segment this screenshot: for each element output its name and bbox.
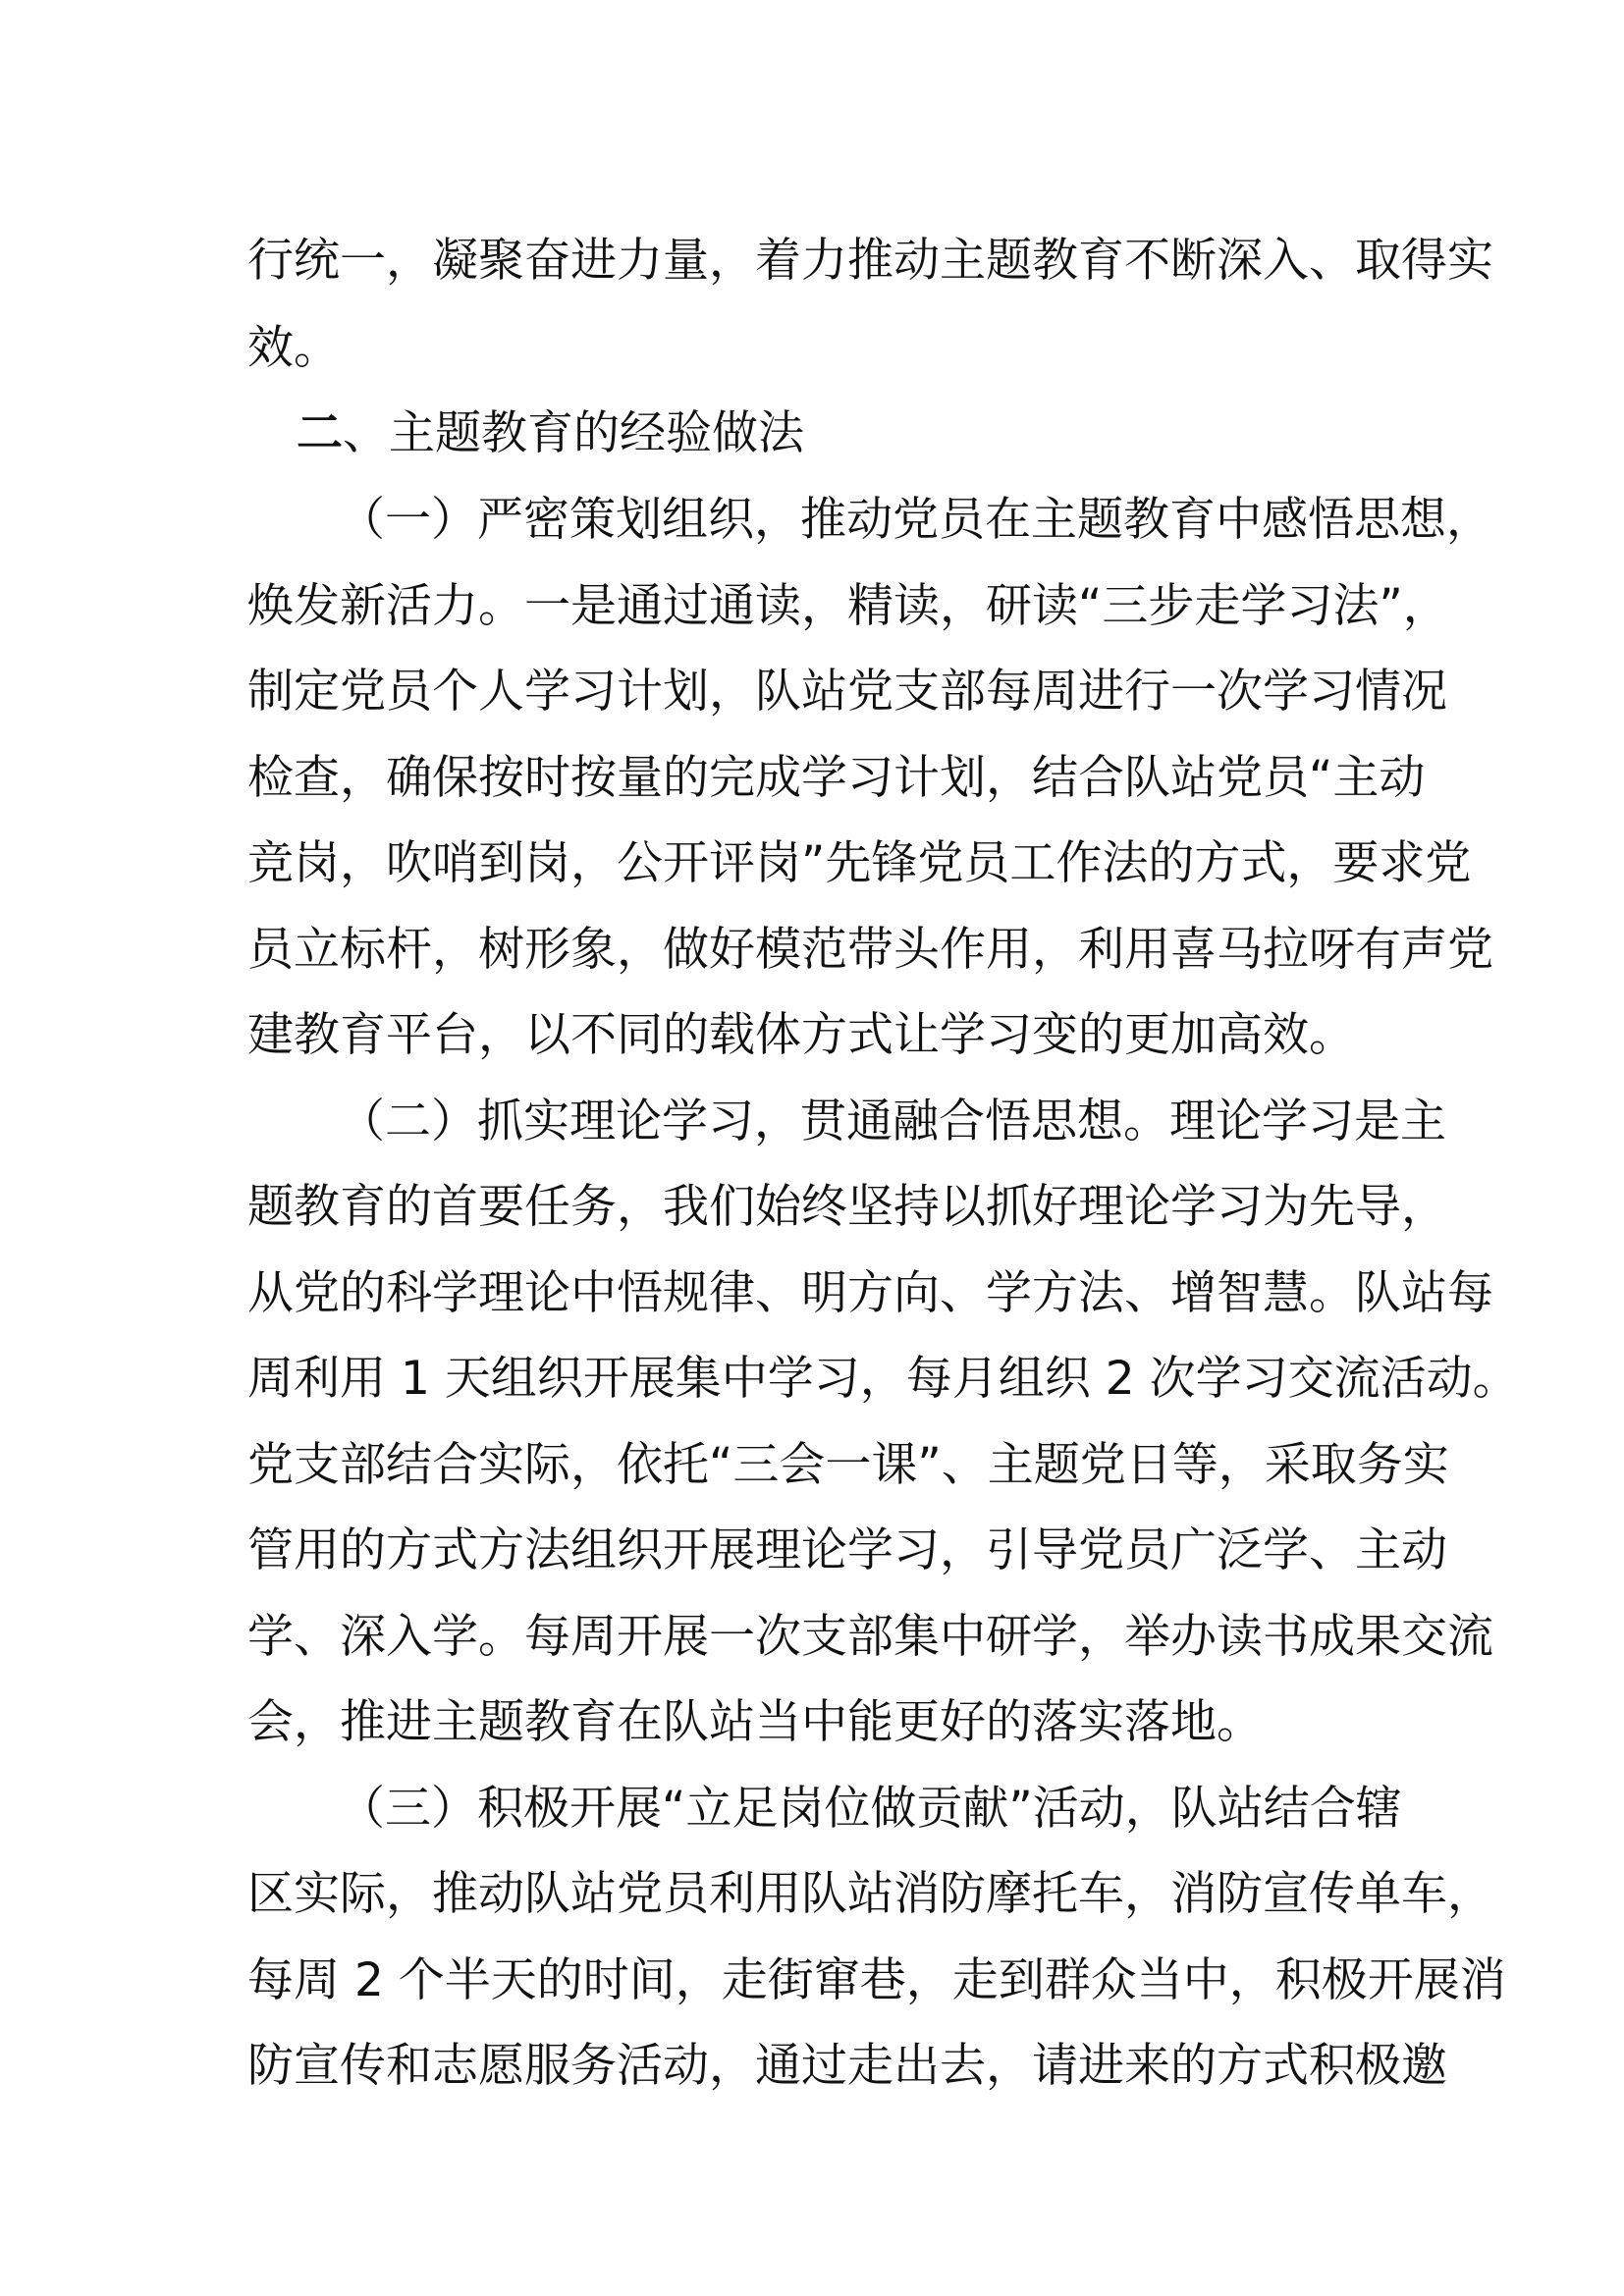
- text-line: 党支部结合实际，依托“三会一课”、主题党日等，采取务实: [247, 1438, 1449, 1492]
- text-line: 学、深入学。每周开展一次支部集中研学，举办读书成果交流: [247, 1610, 1493, 1664]
- text-line: 员立标杆，树形象，做好模范带头作用，利用喜马拉呀有声党: [247, 923, 1493, 977]
- section-heading-text: 、主题教育的经验做法: [343, 406, 804, 460]
- text-line: 会，推进主题教育在队站当中能更好的落实落地。: [247, 1695, 1263, 1749]
- section-heading-number: 二: [297, 406, 343, 460]
- text-line: 效。: [247, 321, 340, 375]
- text-line: 每周 2 个半天的时间，走街窜巷，走到群众当中，积极开展消: [247, 1953, 1506, 2007]
- text-line: 题教育的首要任务，我们始终坚持以抓好理论学习为先导，: [247, 1180, 1447, 1234]
- text-line: 从党的科学理论中悟规律、明方向、学方法、增智慧。队站每: [247, 1266, 1493, 1320]
- text-line: 管用的方式方法组织开展理论学习，引导党员广泛学、主动: [247, 1523, 1447, 1577]
- text-line: 区实际，推动队站党员利用队站消防摩托车，消防宣传单车，: [247, 1867, 1493, 1921]
- text-line: 建教育平台，以不同的载体方式让学习变的更加高效。: [247, 1008, 1355, 1062]
- text-line: 竞岗，吹哨到岗，公开评岗”先锋党员工作法的方式，要求党: [247, 836, 1472, 890]
- text-line: 防宣传和志愿服务活动，通过走出去，请进来的方式积极邀: [247, 2039, 1447, 2093]
- paragraph-first-line: （一）严密策划组织，推动党员在主题教育中感悟思想，: [339, 493, 1492, 547]
- paragraph-first-line: （三）积极开展“立足岗位做贡献”活动，队站结合辖: [339, 1782, 1402, 1836]
- text-line: 周利用 1 天组织开展集中学习，每月组织 2 次学习交流活动。: [247, 1352, 1519, 1406]
- text-line: 检查，确保按时按量的完成学习计划，结合队站党员“主动: [247, 751, 1426, 805]
- paragraph-first-line: （二）抓实理论学习，贯通融合悟思想。理论学习是主: [339, 1095, 1446, 1148]
- text-line: 行统一，凝聚奋进力量，着力推动主题教育不断深入、取得实: [247, 234, 1493, 288]
- text-line: 焕发新活力。一是通过通读，精读，研读“三步走学习法”，: [247, 579, 1449, 633]
- text-line: 制定党员个人学习计划，队站党支部每周进行一次学习情况: [247, 665, 1447, 719]
- section-heading: [297, 404, 1455, 463]
